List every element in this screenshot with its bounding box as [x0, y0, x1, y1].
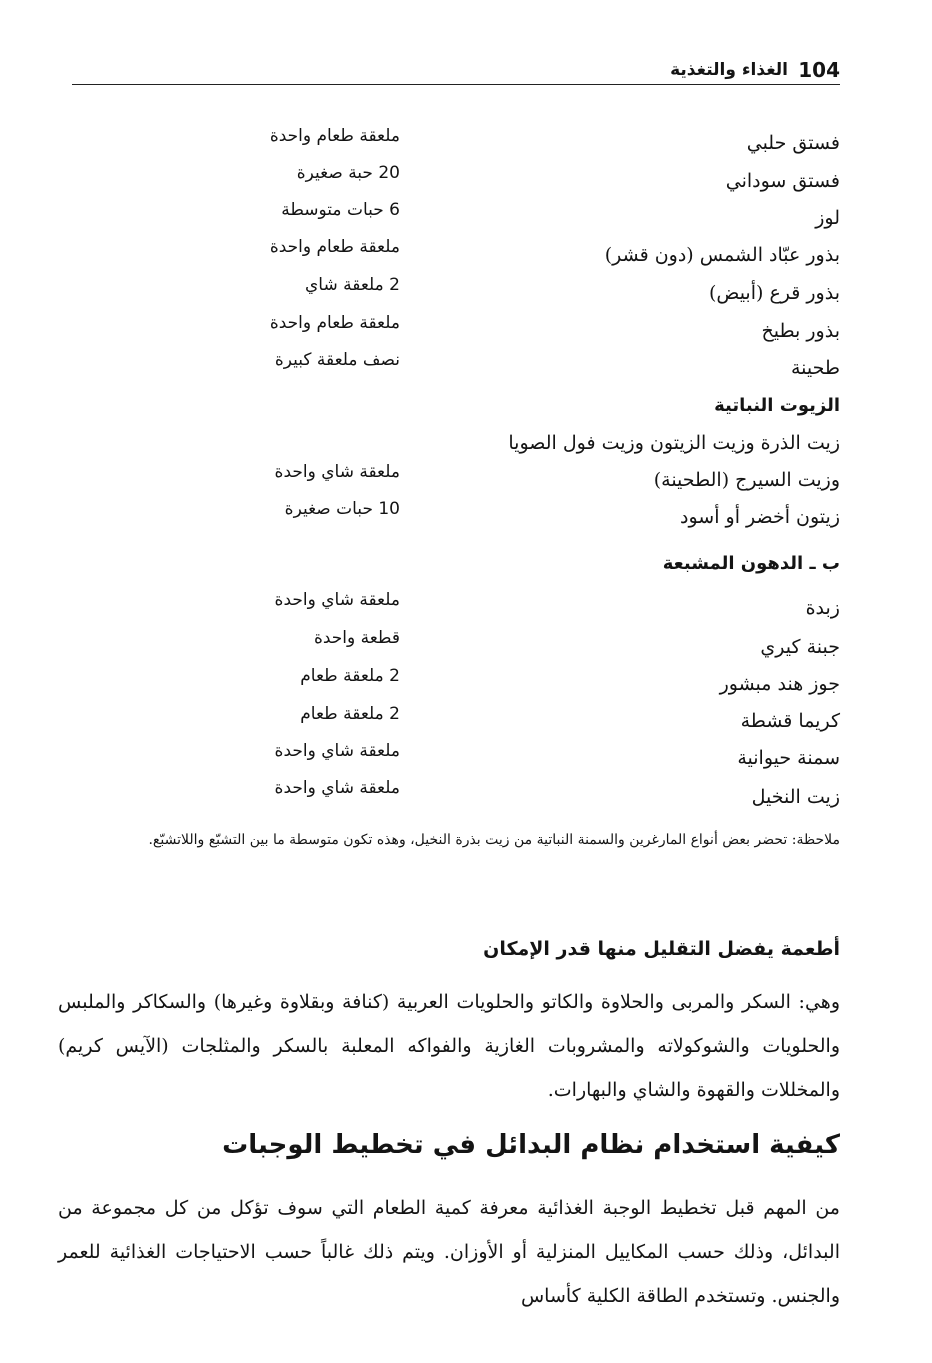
- list-item-qty: ملعقة شاي واحدة: [274, 590, 400, 610]
- list-item-qty: نصف ملعقة كبيرة: [274, 350, 400, 370]
- list-item-name: طحينة: [790, 357, 840, 379]
- list-item-qty: 2 ملعقة طعام: [300, 666, 400, 686]
- section-paragraph: من المهم قبل تخطيط الوجبة الغذائية معرفة كمية الطعام التي سوف تؤكل من كل مجموعة من البدائل، وذلك حسب المكاييل المنزلية أو الأوزان. ويتم ذلك غالباً حسب الاحتياجات الغذائية للعمر والجنس. وتستخدم الطاقة الكلية كأساس: [58, 1197, 840, 1307]
- list-item-name: فستق حلبي: [746, 132, 840, 154]
- section-heading: أطعمة يفضل التقليل منها قدر الإمكان: [483, 938, 840, 960]
- list-item-qty: ملعقة شاي واحدة: [274, 741, 400, 761]
- list-item-name: بذور قرع (أبيض): [709, 282, 840, 304]
- header-divider: [72, 84, 840, 85]
- list-item-name: سمنة حيوانية: [737, 747, 840, 769]
- list-item-name: كريما قشطة: [740, 710, 840, 732]
- list-item-qty: قطعة واحدة: [313, 628, 400, 648]
- subsection-heading-saturated: ب ـ الدهون المشبعة: [662, 553, 840, 574]
- list-item-name: بذور عبّاد الشمس (دون قشر): [604, 244, 840, 266]
- list-item-name: جبنة كيري: [760, 636, 840, 658]
- list-item-qty: ملعقة شاي واحدة: [274, 462, 400, 482]
- list-item-name: بذور بطيخ: [761, 320, 840, 342]
- list-item-name: لوز: [815, 207, 840, 229]
- list-item-qty: ملعقة طعام واحدة: [269, 126, 400, 146]
- list-item-name: زيتون أخضر أو أسود: [680, 506, 840, 528]
- list-item-qty: 10 حبات صغيرة: [284, 499, 400, 519]
- page-number: 104: [798, 58, 840, 82]
- running-title: الغذاء والتغذية: [670, 60, 788, 80]
- list-item-qty: 2 ملعقة طعام: [300, 704, 400, 724]
- oils-line: زيت الذرة وزيت الزيتون وزيت فول الصويا: [508, 432, 840, 454]
- list-item-qty: ملعقة طعام واحدة: [269, 237, 400, 257]
- list-item-qty: 6 حبات متوسطة: [281, 200, 400, 220]
- list-item-name: وزيت السيرج (الطحينة): [653, 469, 840, 491]
- note: ملاحظة: تحضر بعض أنواع المارغرين والسمنة النباتية من زيت بذرة النخيل، وهذه تكون متوسطة ما بين التشبّع واللاتشبّع.: [148, 832, 840, 848]
- list-item-name: جوز هند مبشور: [719, 673, 840, 695]
- list-item-name: فستق سوداني: [725, 170, 840, 192]
- list-item-qty: ملعقة شاي واحدة: [274, 778, 400, 798]
- list-item-name: زبدة: [805, 597, 840, 619]
- section-paragraph: وهي: السكر والمربى والحلاوة والكاتو والحلويات العربية (كنافة وبقلاوة وغيرها) والسكاكر والملبس والحلويات والشوكولاته والمشروبات الغازية والفواكه المعلبة بالسكر والمثلجات (الآيس كريم) والمخللات والقهوة والشاي والبهارات.: [58, 991, 840, 1101]
- list-item-qty: 2 ملعقة شاي: [304, 275, 400, 295]
- list-item-qty: ملعقة طعام واحدة: [269, 313, 400, 333]
- list-item-name: زيت النخيل: [751, 786, 840, 808]
- section-heading-large: كيفية استخدام نظام البدائل في تخطيط الوجبات: [222, 1130, 840, 1160]
- subsection-heading-oils: الزيوت النباتية: [714, 395, 840, 416]
- list-item-qty: 20 حبة صغيرة: [296, 163, 400, 183]
